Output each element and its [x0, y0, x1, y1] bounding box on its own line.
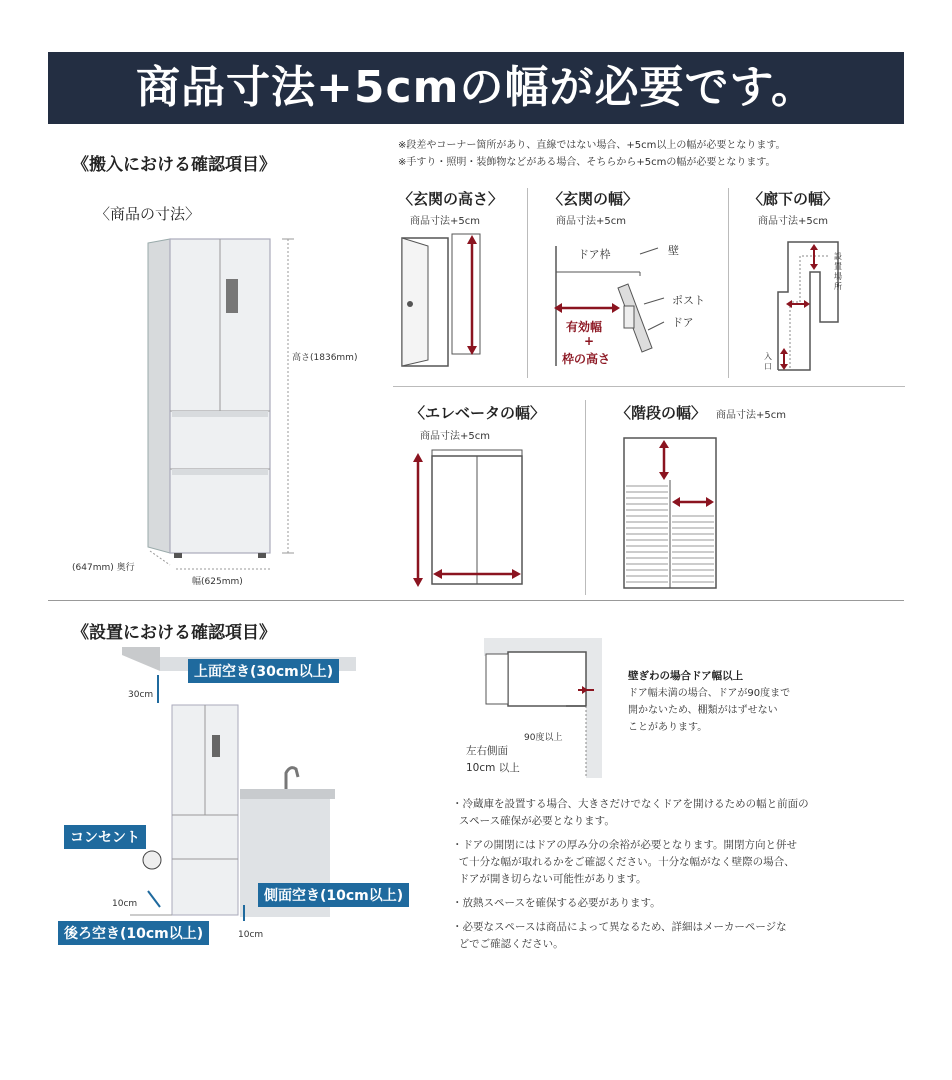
side-clearance-badge: 側面空き(10cm以上): [258, 883, 409, 907]
post-label: ポスト: [672, 294, 705, 307]
angle-label: 90度以上: [524, 733, 563, 743]
elevator-width-sub: 商品寸法+5cm: [420, 431, 490, 442]
entrance-width-title: 〈玄関の幅〉: [548, 190, 639, 208]
back-clearance-badge: 後ろ空き(10cm以上): [58, 921, 209, 945]
carry-in-note-1: ※段差やコーナー箇所があり、直線ではない場合、+5cm以上の幅が必要となります。: [398, 140, 786, 151]
height-dim: 高さ(1836mm): [292, 353, 358, 363]
wall-label: 壁: [668, 244, 679, 257]
side-lr-line-1: 左右側面: [466, 745, 508, 757]
plan-view-diagram: [482, 636, 612, 781]
frame-height-label: 枠の高さ: [562, 352, 611, 366]
effective-width-label: 有効幅: [566, 320, 603, 334]
entrance-height-diagram: [398, 232, 498, 372]
side-dim: 10cm: [238, 930, 264, 940]
carry-in-note-2: ※手すり・照明・装飾物などがある場合、そちらから+5cmの幅が必要となります。: [398, 157, 776, 168]
install-heading: 《設置における確認項目》: [72, 623, 276, 643]
list-item: ・必要なスペースは商品によって異なるため、詳細はメーカーページな どでご確認ください。: [452, 921, 787, 950]
back-dim: 10cm: [112, 899, 138, 909]
plus-label: +: [584, 334, 595, 348]
corridor-width-title: 〈廊下の幅〉: [748, 190, 839, 208]
corridor-width-sub: 商品寸法+5cm: [758, 216, 828, 227]
wall-door-line-1: ドア幅未満の場合、ドアが90度まで: [628, 688, 791, 699]
outlet-badge: コンセント: [64, 825, 146, 849]
wall-door-line-3: ことがあります。: [628, 722, 708, 733]
stairs-diagram: [622, 436, 722, 591]
top-dim: 30cm: [128, 690, 154, 700]
entrance-height-sub: 商品寸法+5cm: [410, 216, 480, 227]
entrance-width-sub: 商品寸法+5cm: [556, 216, 626, 227]
fridge-illustration: [140, 235, 300, 580]
elevator-width-title: 〈エレベータの幅〉: [410, 404, 546, 422]
depth-dim: (647mm) 奥行: [72, 563, 135, 573]
page-title: 商品寸法+5cmの幅が必要です。: [48, 52, 904, 124]
list-item: ・冷蔵庫を設置する場合、大きさだけでなくドアを開けるための幅と前面の スペース確保が必要となります。: [452, 798, 809, 827]
install-place-label: 設置場所: [834, 252, 842, 291]
bullet-list: [452, 796, 852, 953]
stairs-width-sub: 商品寸法+5cm: [716, 410, 786, 421]
side-lr-line-2: 10cm 以上: [466, 762, 520, 774]
carry-in-heading: 《搬入における確認項目》: [72, 155, 276, 175]
wall-door-title: 壁ぎわの場合ドア幅以上: [628, 670, 744, 682]
list-item: ・ドアの開閉にはドアの厚み分の余裕が必要となります。開閉方向と併せ て十分な幅が取れるかをご確認ください。十分な幅がなく壁際の場合、 ドアが開き切らない可能性があります。: [452, 839, 798, 885]
product-dims-label: 〈商品の寸法〉: [95, 205, 201, 223]
width-dim: 幅(625mm): [192, 577, 243, 587]
entrance-height-title: 〈玄関の高さ〉: [398, 190, 504, 208]
list-item: ・放熱スペースを確保する必要があります。: [452, 897, 661, 909]
elevator-diagram: [412, 446, 522, 591]
entrance-label: 入口: [764, 352, 772, 371]
top-clearance-badge: 上面空き(30cm以上): [188, 659, 339, 683]
stairs-width-title: 〈階段の幅〉: [616, 404, 707, 422]
wall-door-line-2: 開かないため、棚類がはずせない: [628, 705, 778, 716]
door-label: ドア: [672, 316, 694, 329]
door-frame-label: ドア枠: [578, 248, 611, 261]
